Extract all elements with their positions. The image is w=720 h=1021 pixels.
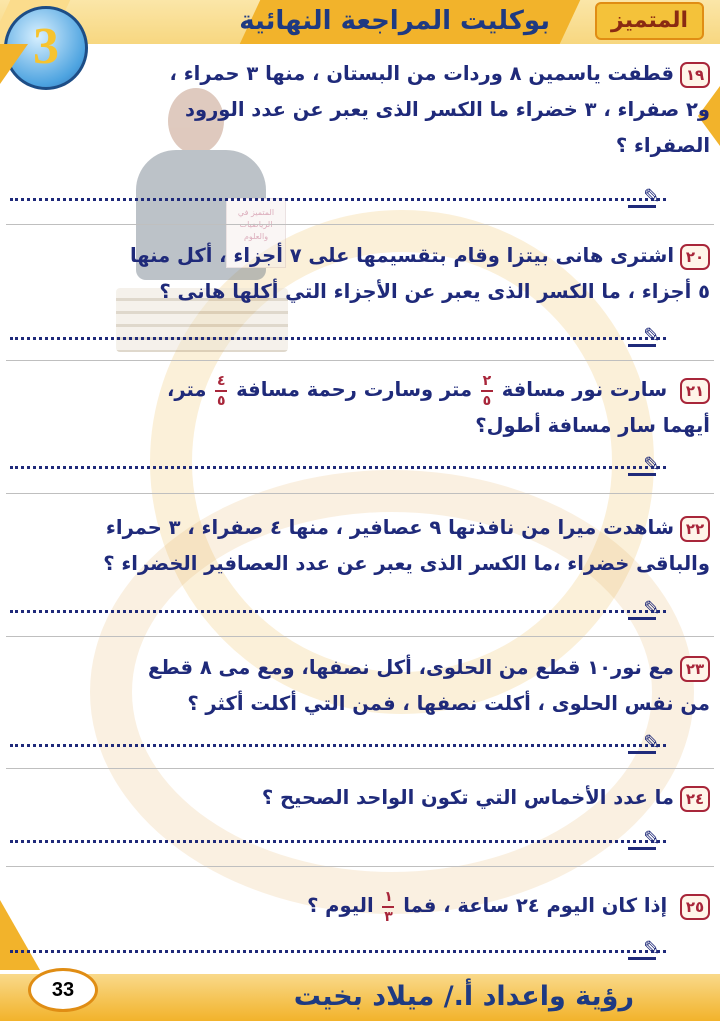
question-line [10, 510, 710, 546]
fraction-bar [215, 390, 227, 392]
answer-line[interactable] [10, 950, 666, 955]
question-text: من نفس الحلوى ، أكلت نصفها ، فمن التي أكلت أكثر ؟ [187, 692, 710, 715]
answer-line[interactable] [10, 610, 666, 615]
divider [6, 493, 714, 494]
question-text: قطفت ياسمين ٨ وردات من البستان ، منها ٣ حمراء ، [169, 62, 674, 85]
fraction-numerator: ٢ [482, 372, 492, 389]
grade-badge: 3 [4, 6, 88, 90]
fraction-numerator: ١ [384, 888, 393, 905]
question-text: مع نور١٠ قطع من الحلوى، أكل نصفها، ومع مى ٨ قطع [147, 656, 674, 679]
question-text: ما عدد الأخماس التي تكون الواحد الصحيح ؟ [261, 786, 674, 809]
question-number: ٢٥ [680, 894, 710, 920]
question-text: متر، [166, 378, 207, 401]
answer-line[interactable] [10, 337, 666, 342]
watermark-card: المتميز في الرياضيات والعلوم [226, 198, 286, 268]
pen-icon: ✎ [626, 732, 660, 752]
question-text: متر وسارت رحمة مسافة [236, 378, 473, 401]
answer-line[interactable] [10, 840, 666, 845]
pen-icon: ✎ [626, 598, 660, 618]
fraction-bar [382, 906, 394, 908]
question-text: والباقى خضراء ،ما الكسر الذى يعبر عن عدد العصافير الخضراء ؟ [103, 552, 710, 575]
question-text: ٥ أجزاء ، ما الكسر الذى يعبر عن الأجزاء التي أكلها هانى ؟ [159, 280, 710, 303]
fraction-denominator: ٥ [482, 392, 492, 409]
question-text: سارت نور مسافة [501, 378, 668, 401]
divider [6, 224, 714, 225]
question-number: ٢١ [680, 378, 710, 404]
divider [6, 636, 714, 637]
fraction [382, 890, 394, 924]
pen-icon: ✎ [626, 828, 660, 848]
answer-line[interactable] [10, 466, 666, 471]
question-number: ٢٣ [680, 656, 710, 682]
question-21 [10, 372, 710, 444]
question-text: اشترى هانى بيتزا وقام بتقسيمها على ٧ أجزاء ، أكل منها [129, 244, 674, 267]
question-text: اليوم ؟ [307, 894, 374, 917]
page-footer [0, 974, 720, 1021]
fraction-denominator: ٣ [384, 908, 393, 925]
divider [6, 768, 714, 769]
page-header [0, 0, 720, 44]
question-line [10, 650, 710, 686]
divider [6, 866, 714, 867]
question-text: أيهما سار مسافة أطول؟ [475, 414, 710, 437]
fraction-denominator: ٥ [217, 392, 226, 409]
question-line [10, 888, 710, 924]
answer-line[interactable] [10, 744, 666, 749]
fraction [215, 374, 227, 408]
pen-icon: ✎ [626, 454, 660, 474]
question-number: ٢٢ [680, 516, 710, 542]
question-23 [10, 650, 710, 722]
pen-icon: ✎ [626, 186, 660, 206]
answer-line[interactable] [10, 198, 666, 203]
pen-icon: ✎ [626, 938, 660, 958]
fraction [481, 374, 493, 408]
fraction-bar [481, 390, 493, 392]
question-25 [10, 888, 710, 924]
question-number: ٢٤ [680, 786, 710, 812]
page-number: 33 [28, 968, 98, 1012]
question-text: إذا كان اليوم ٢٤ ساعة ، فما [403, 894, 668, 917]
question-line [10, 238, 710, 274]
question-line [10, 372, 710, 408]
fraction-numerator: ٤ [217, 372, 226, 389]
question-24 [10, 780, 710, 816]
question-number: ١٩ [680, 62, 710, 88]
brand-label: المتميز [595, 2, 704, 40]
author-credit: رؤية واعداد أ./ ميلاد بخيت [293, 981, 634, 1012]
divider [6, 360, 714, 361]
question-19 [10, 56, 710, 164]
question-text: الصفراء ؟ [615, 134, 710, 157]
question-20 [10, 238, 710, 310]
question-text: شاهدت ميرا من نافذتها ٩ عصافير ، منها ٤ صفراء ، ٣ حمراء [105, 516, 674, 539]
question-line [10, 780, 710, 816]
question-22 [10, 510, 710, 582]
question-text: و٢ صفراء ، ٣ خضراء ما الكسر الذى يعبر عن عدد الورود [184, 98, 710, 121]
booklet-title: بوكليت المراجعة النهائية [239, 6, 550, 36]
question-line [10, 56, 710, 92]
pen-icon: ✎ [626, 325, 660, 345]
question-number: ٢٠ [680, 244, 710, 270]
